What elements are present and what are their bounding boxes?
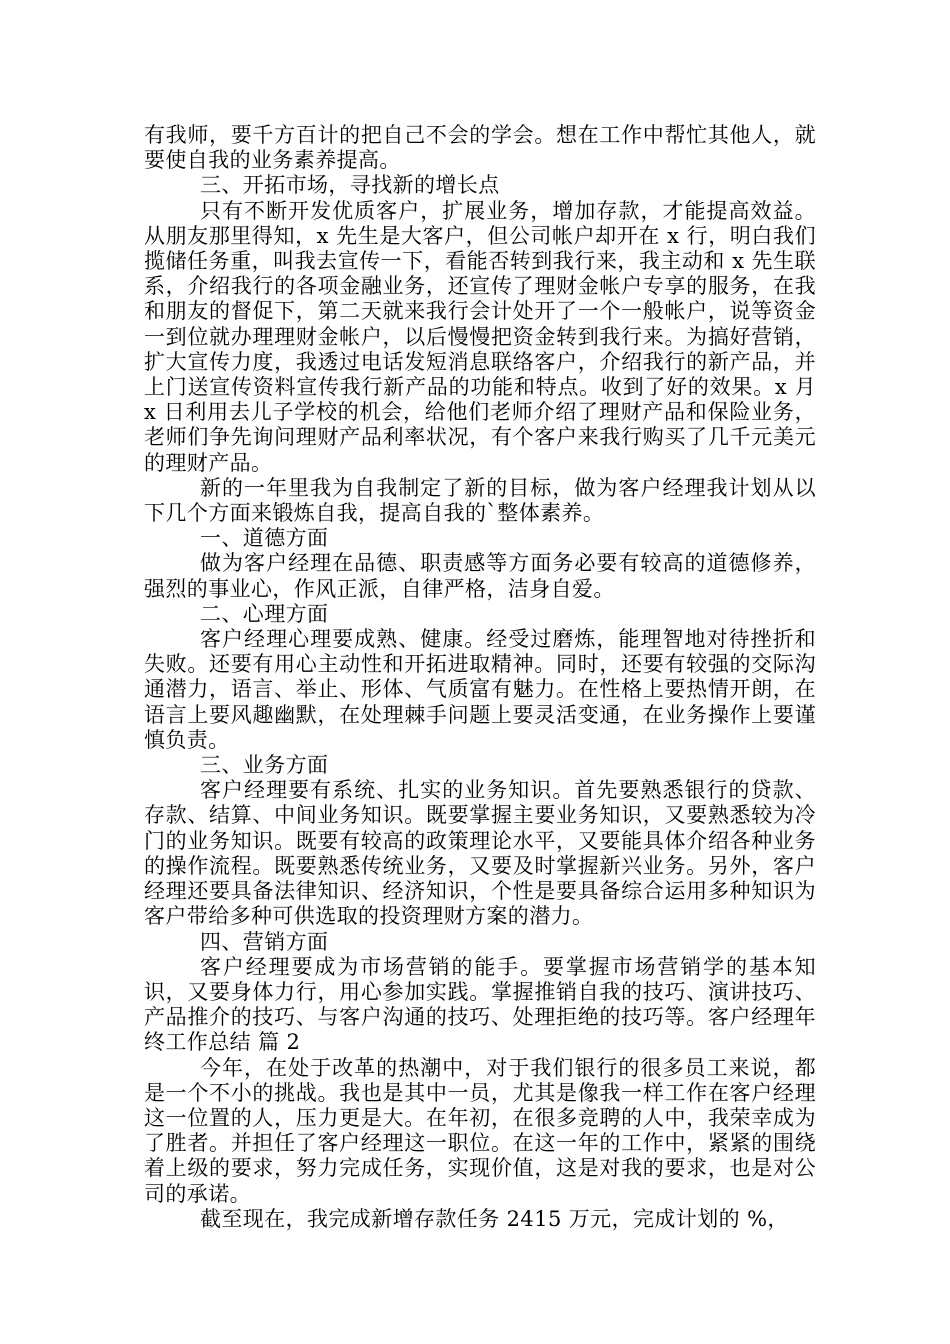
paragraph: 客户经理心理要成熟、健康。经受过磨炼，能理智地对待挫折和失败。还要有用心主动性和开拓进取精神。同时，还要有较强的交际沟通潜力，语言、举止、形体、气质富有魅力。在性格上要热情开朗，在语言上要风趣幽默，在处理棘手问题上要灵活变通，在业务操作上要谨慎负责。 (144, 627, 816, 752)
paragraph: 今年，在处于改革的热潮中，对于我们银行的很多员工来说，都是一个不小的挑战。我也是其中一员，尤其是像我一样工作在客户经理这一位置的人，压力更是大。在年初，在很多竞聘的人中，我荣幸成为了胜者。并担任了客户经理这一职位。在这一年的工作中，紧紧的围绕着上级的要求，努力完成任务，实现价值，这是对我的要求，也是对公司的承诺。 (144, 1055, 816, 1206)
section-heading: 四、营销方面 (200, 929, 329, 954)
section-heading: 一、道德方面 (200, 526, 329, 551)
section-heading: 三、开拓市场，寻找新的增长点 (200, 173, 500, 198)
paragraph: 客户经理要成为市场营销的能手。要掌握市场营销学的基本知识，又要身体力行，用心参加实践。掌握推销自我的技巧、演讲技巧、产品推介的技巧、与客户沟通的技巧、处理拒绝的技巧等。客户经理年终工作总结 篇 2 (144, 954, 816, 1055)
section-heading: 三、业务方面 (200, 753, 329, 778)
paragraph: 有我师，要千方百计的把自己不会的学会。想在工作中帮忙其他人，就要使自我的业务素养提高。 (144, 123, 816, 173)
paragraph: 只有不断开发优质客户，扩展业务，增加存款，才能提高效益。从朋友那里得知，x 先生是大客户，但公司帐户却开在 x 行，明白我们揽储任务重，叫我去宣传一下，看能否转到我行来，我主动和 x 先生联系，介绍我行的各项金融业务，还宣传了理财金帐户专享的服务，在我和朋友的督促下，第二天就来我行会计处开了一个一般帐户，说等资金一到位就办理理财金帐户，以后慢慢把资金转到我行来。为搞好营销，扩大宣传力度，我透过电话发短消息联络客户，介绍我行的新产品，并上门送宣传资料宣传我行新产品的功能和特点。收到了好的效果。x 月 x 日利用去儿子学校的机会，给他们老师介绍了理财产品和保险业务，老师们争先询问理财产品利率状况，有个客户来我行购买了几千元美元的理财产品。 (144, 198, 816, 475)
paragraph: 新的一年里我为自我制定了新的目标，做为客户经理我计划从以下几个方面来锻炼自我，提高自我的`整体素养。 (144, 475, 816, 526)
paragraph: 客户经理要有系统、扎实的业务知识。首先要熟悉银行的贷款、存款、结算、中间业务知识。既要掌握主要业务知识，又要熟悉较为冷门的业务知识。既要有较高的政策理论水平，又要能具体介绍各种业务的操作流程。既要熟悉传统业务，又要及时掌握新兴业务。另外，客户经理还要具备法律知识、经济知识，个性是要具备综合运用多种知识为客户带给多种可供选取的投资理财方案的潜力。 (144, 778, 816, 929)
section-heading: 二、心理方面 (200, 601, 329, 626)
paragraph: 截至现在，我完成新增存款任务 2415 万元，完成计划的 %， (200, 1206, 789, 1231)
paragraph: 做为客户经理在品德、职责感等方面务必要有较高的道德修养，强烈的事业心，作风正派，自律严格，洁身自爱。 (144, 551, 816, 601)
document-page (144, 123, 816, 1232)
